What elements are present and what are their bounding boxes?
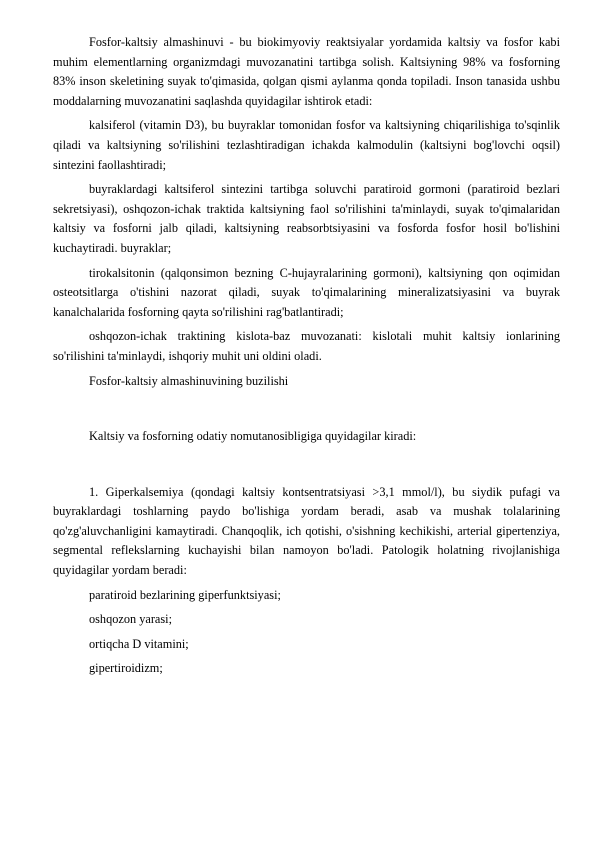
- list-item: ortiqcha D vitamini;: [89, 636, 189, 651]
- section-heading: Fosfor-kaltsiy almashinuvining buzilishi: [89, 373, 289, 388]
- paragraph-calciferol: kalsiferol (vitamin D3), bu buyraklar tomonidan fosfor va kaltsiyning chiqarilishiga to'sqinlik qiladi va kaltsiyning so'rilishini tezlashtiradigan ichakda kalmodulin (kaltsiyni bog'lovchi oqsil) sintezini faollashtiradi;: [53, 118, 560, 172]
- paragraph-acid-base: oshqozon-ichak traktining kislota-baz muvozanati: kislotali muhit kaltsiy ionlarining so'rilishini ta'minlaydi, ishqoriy muhit uni oldini oladi.: [53, 329, 560, 363]
- paragraph-hypercalcemia: 1. Giperkalsemiya (qondagi kaltsiy kontsentratsiyasi >3,1 mmol/l), bu siydik pufagi va buyraklardagi toshlarning paydo bo'lishiga yordam beradi, asab va mushak tolalarining qo'zg'aluvchanligini kamaytiradi. Chanqoqlik, ich qotishi, o'sishning kechikishi, arterial gipertenziya, segmental reflekslarning kuchayishi bilan namoyon bo'ladi. Patologik holatning rivojlanishiga quyidagilar yordam beradi:: [53, 484, 560, 578]
- intro-paragraph: Fosfor-kaltsiy almashinuvi - bu biokimyoviy reaktsiyalar yordamida kaltsiy va fosfor kabi muhim elementlarning organizmdagi muvozanatini tartibga solish. Kaltsiyning 98% va fosforning 83% inson skeletining suyak to'qimasida, qolgan qismi aylanma qonda topiladi. Inson tanasida ushbu moddalarning muvozanatini saqlashda quyidagilar ishtirok etadi:: [53, 35, 560, 108]
- paragraph-thyrocalcitonin: tirokalsitonin (qalqonsimon bezning C-hujayralarining gormoni), kaltsiyning qon oqimidan osteotsitlarga o'tishini nazorat qiladi, suyak to'qimalarining mineralizatsiyasini va buyrak kanalchalarida fosforning qayta so'rilishini rag'batlantiradi;: [53, 265, 560, 319]
- list-item: gipertiroidizm;: [89, 661, 163, 676]
- paragraph-imbalance-intro: Kaltsiy va fosforning odatiy nomutanosibligiga quyidagilar kiradi:: [89, 429, 417, 444]
- list-item: oshqozon yarasi;: [89, 612, 172, 627]
- paragraph-parathyroid: buyraklardagi kaltsiferol sintezini tartibga soluvchi paratiroid gormoni (paratiroid bezlari sekretsiyasi), oshqozon-ichak traktida kaltsiyning faol so'rilishini ta'minlaydi, suyak to'qimalaridan kaltsiy va fosforni jalb qiladi, kaltsiyning reabsorbtsiyasini va fosforda fosfor hosil bo'lishini kuchaytiradi. buyraklar;: [53, 182, 560, 255]
- list-item: paratiroid bezlarining giperfunktsiyasi;: [89, 587, 281, 602]
